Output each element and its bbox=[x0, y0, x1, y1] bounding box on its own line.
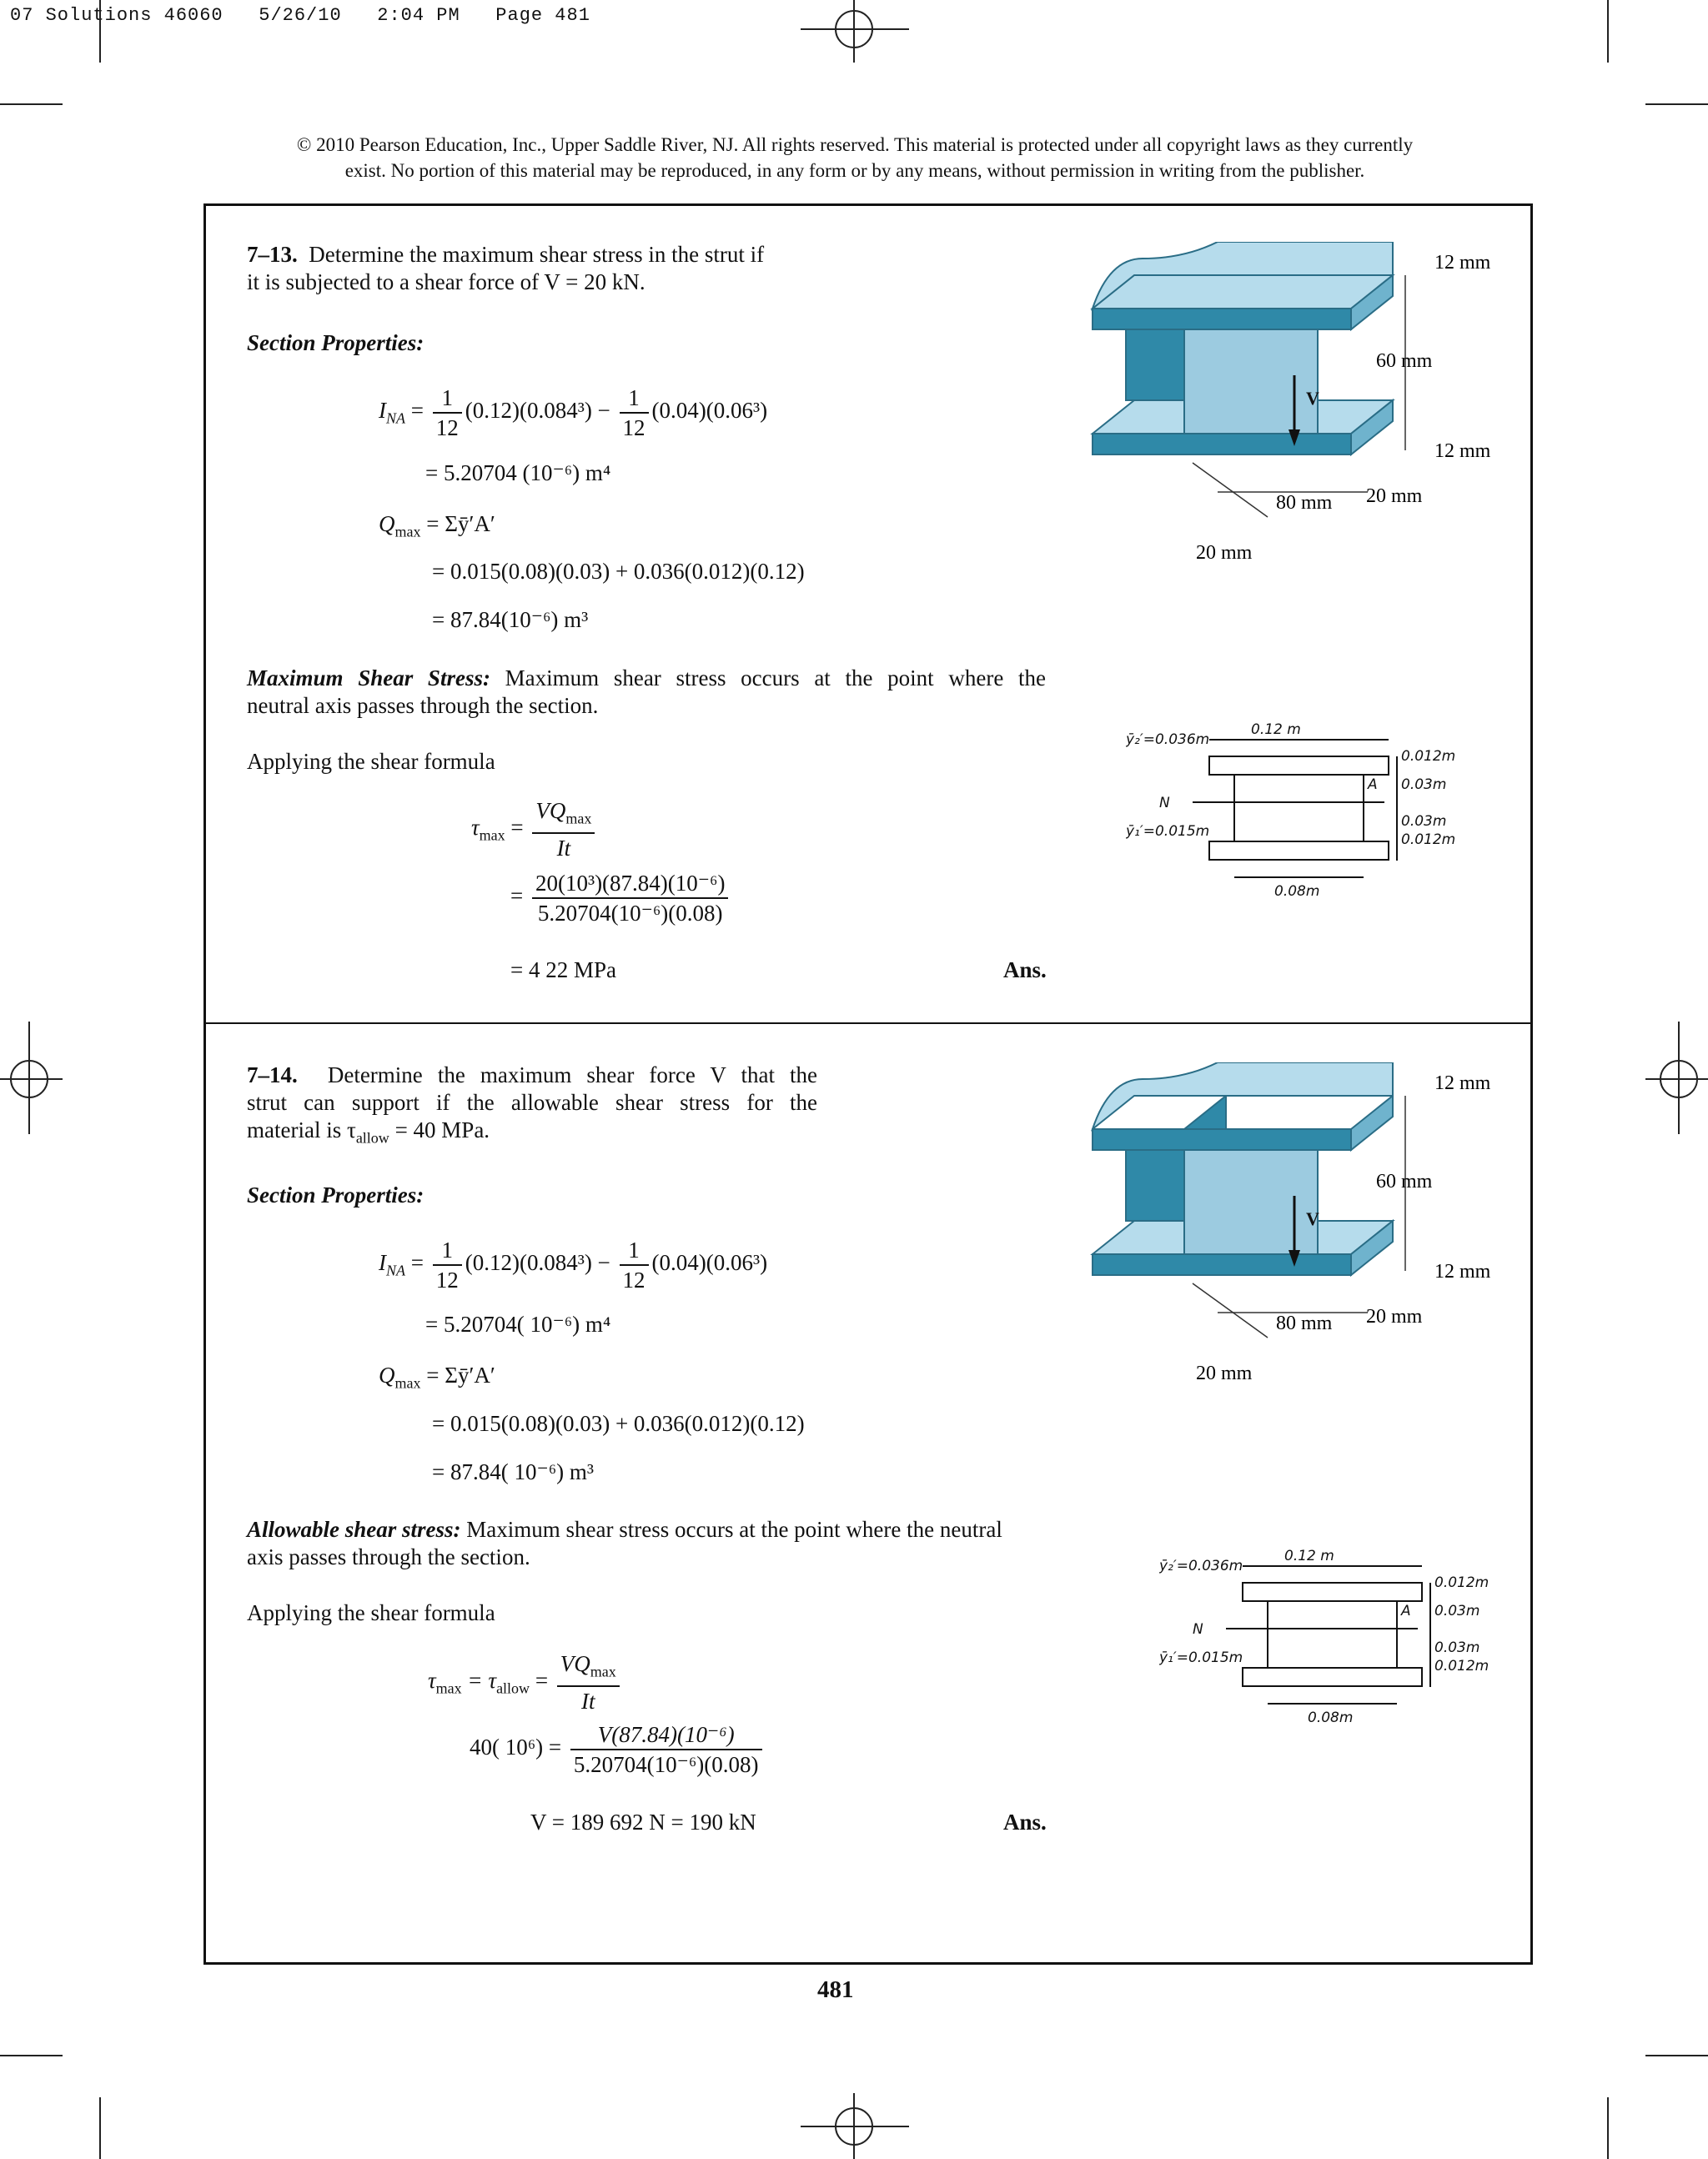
problem-14-number: 7–14. bbox=[247, 1062, 298, 1087]
substitution-fraction bbox=[532, 869, 728, 927]
formula-denominator: It bbox=[581, 1689, 595, 1715]
strut-drawing bbox=[1093, 1062, 1393, 1275]
fraction-one-twelfth: $\frac{1}{12}$ bbox=[433, 384, 462, 442]
dim-12mm-bottom: 12 mm bbox=[1434, 440, 1491, 462]
strut-drawing bbox=[1093, 242, 1393, 454]
problem-13-stress-paragraph bbox=[247, 665, 1046, 720]
fraction-one-twelfth: $\frac{1}{12}$ bbox=[620, 384, 649, 442]
dim-60mm: 60 mm bbox=[1376, 1171, 1433, 1192]
problem-13-result: = 4 22 MPa bbox=[510, 957, 616, 982]
problem-14-stress-text-1: Maximum shear stress occurs at the point where the neutral bbox=[460, 1517, 1002, 1542]
dim-12mm-top: 12 mm bbox=[1434, 252, 1491, 274]
sketch-t-top: 0.012m bbox=[1434, 1574, 1489, 1591]
tau-allow-symbol: = τ bbox=[467, 1667, 497, 1693]
problem-14-lhs: 40( 10⁶) bbox=[470, 1735, 544, 1760]
dim-80mm: 80 mm bbox=[1276, 1313, 1333, 1334]
problem-13-line-2: it is subjected to a shear force of V = 20 kN. bbox=[247, 269, 646, 294]
shear-formula-fraction bbox=[557, 1649, 620, 1715]
sketch-label-n: N bbox=[1193, 1621, 1203, 1638]
problem-14-line-3b: = 40 MPa. bbox=[389, 1117, 490, 1142]
problem-divider bbox=[203, 1022, 1533, 1024]
sketch-t-bottom: 0.012m bbox=[1434, 1658, 1489, 1674]
page-number: 481 bbox=[817, 1976, 854, 2003]
sketch-t-bottom: 0.012m bbox=[1401, 831, 1456, 848]
problem-13-section-heading: Section Properties: bbox=[247, 330, 424, 355]
sketch-h-lower: 0.03m bbox=[1401, 813, 1447, 830]
substitution-denominator: 5.20704(10⁻⁶)(0.08) bbox=[537, 901, 723, 926]
problem-13-line-1: Determine the maximum shear stress in the strut if bbox=[309, 242, 765, 267]
sketch-label-a: A bbox=[1368, 776, 1378, 793]
problem-13-number: 7–13. bbox=[247, 242, 298, 267]
sketch-h-upper: 0.03m bbox=[1434, 1603, 1480, 1619]
problem-14-section-heading: Section Properties: bbox=[247, 1182, 424, 1208]
fraction-one-twelfth: $\frac{1}{12}$ bbox=[620, 1236, 649, 1294]
problem-13-answer-label: Ans. bbox=[1003, 957, 1047, 982]
sketch-y2: ȳ₂′=0.036m bbox=[1159, 1558, 1243, 1574]
sketch-width-web: 0.08m bbox=[1274, 883, 1320, 900]
sketch-h-lower: 0.03m bbox=[1434, 1639, 1480, 1656]
formula-numerator-sub: max bbox=[565, 810, 592, 827]
cross-section-sketch-13 bbox=[1126, 719, 1476, 902]
problem-14-stress-paragraph bbox=[247, 1516, 1056, 1571]
problem-13-ina-equation: $I_{NA}$ = $\frac{1}{12}$ (0.12)(0.084³) − $\frac{1}{12}$ (0.04)(0.06³) bbox=[379, 385, 768, 440]
dim-12mm-top: 12 mm bbox=[1434, 1072, 1491, 1094]
q-definition: = Σȳ′A′ bbox=[426, 511, 495, 536]
dim-20mm-left: 20 mm bbox=[1196, 1363, 1253, 1384]
problem-13-q-line-3: = 87.84(10⁻⁶) m³ bbox=[432, 607, 589, 632]
sketch-t-top: 0.012m bbox=[1401, 748, 1456, 765]
problem-14-result: V = 189 692 N = 190 kN bbox=[530, 1810, 756, 1835]
problem-13-ina-result: = 5.20704 (10⁻⁶) m⁴ bbox=[425, 460, 611, 485]
problem-13-stress-text-1: Maximum shear stress occurs at the point where the bbox=[490, 665, 1046, 690]
ina-term-1: (0.12)(0.084³) − bbox=[465, 1250, 616, 1276]
substitution-fraction bbox=[570, 1720, 762, 1779]
dim-20mm-right: 20 mm bbox=[1366, 1306, 1423, 1328]
problem-13-statement bbox=[247, 241, 831, 296]
formula-denominator: It bbox=[556, 836, 571, 861]
ina-symbol: I bbox=[379, 1250, 386, 1276]
problem-14-shear-formula: $\tau_{max} = \tau_{allow}$ = $\frac{VQ_{max}}{It}$ bbox=[428, 1649, 623, 1715]
substitution-denominator: 5.20704(10⁻⁶)(0.08) bbox=[573, 1752, 759, 1777]
tau-symbol: τ bbox=[428, 1667, 436, 1693]
sketch-width-top: 0.12 m bbox=[1251, 721, 1301, 738]
substitution-numerator: 20(10³)(87.84)(10⁻⁶) bbox=[532, 869, 728, 899]
q-subscript: max bbox=[394, 523, 421, 540]
sketch-outline bbox=[1226, 1566, 1430, 1704]
dim-60mm: 60 mm bbox=[1376, 350, 1433, 372]
problem-14-ina-result: = 5.20704( 10⁻⁶) m⁴ bbox=[425, 1312, 611, 1337]
substitution-numerator: V(87.84)(10⁻⁶) bbox=[597, 1722, 735, 1747]
problem-14-q-line-3: = 87.84( 10⁻⁶) m³ bbox=[432, 1459, 594, 1484]
ina-term-1: (0.12)(0.084³) − bbox=[465, 398, 616, 424]
shear-formula-fraction bbox=[532, 796, 595, 862]
problem-13-q-equation bbox=[379, 511, 495, 540]
tau-symbol: τ bbox=[471, 814, 480, 840]
q-symbol: Q bbox=[379, 1363, 395, 1388]
problem-13-apply-text: Applying the shear formula bbox=[247, 749, 495, 774]
formula-numerator: VQ bbox=[535, 798, 566, 823]
sketch-h-upper: 0.03m bbox=[1401, 776, 1447, 793]
ina-term-2: (0.04)(0.06³) bbox=[651, 1250, 768, 1276]
ina-symbol: I bbox=[379, 398, 386, 424]
force-label: V bbox=[1306, 1208, 1319, 1229]
formula-numerator-sub: max bbox=[590, 1663, 616, 1680]
dim-80mm: 80 mm bbox=[1276, 492, 1333, 514]
ina-term-2: (0.04)(0.06³) bbox=[651, 398, 768, 424]
formula-numerator: VQ bbox=[560, 1651, 590, 1676]
problem-14-line-3: material is τ bbox=[247, 1117, 356, 1142]
problem-14-stress-heading: Allowable shear stress: bbox=[247, 1517, 461, 1542]
problem-13-substitution: = $\frac{\text{20(10³)(87.84)(10⁻⁶)}}{\text{5.20704(10⁻⁶)(0.08)}}$ bbox=[510, 869, 731, 927]
strut-figure-14 bbox=[1076, 1062, 1510, 1413]
sketch-outline bbox=[1193, 740, 1397, 877]
problem-13-stress-heading: Maximum Shear Stress: bbox=[247, 665, 490, 690]
sketch-label-n: N bbox=[1159, 795, 1170, 811]
sketch-width-web: 0.08m bbox=[1308, 1710, 1354, 1726]
print-slug: 07 Solutions 46060 5/26/10 2:04 PM Page 481 bbox=[10, 5, 590, 26]
problem-13-stress-text-2: neutral axis passes through the section. bbox=[247, 693, 599, 718]
fraction-one-twelfth: $\frac{1}{12}$ bbox=[433, 1236, 462, 1294]
sketch-y2: ȳ₂′=0.036m bbox=[1126, 731, 1210, 748]
problem-14-apply-text: Applying the shear formula bbox=[247, 1600, 495, 1625]
ina-subscript: NA bbox=[386, 1262, 406, 1279]
problem-13-shear-formula: $\tau_{max}$ = $\frac{VQ_{max}}{It}$ bbox=[471, 796, 598, 862]
tau-subscript: max bbox=[479, 826, 505, 844]
problem-14-substitution: 40( 10⁶) = $\frac{\text{V(87.84)(10⁻⁶)}}{\text{5.20704(10⁻⁶)(0.08)}}$ bbox=[470, 1720, 766, 1779]
problem-14-q-equation bbox=[379, 1363, 495, 1392]
tau-allow-subscript: allow bbox=[496, 1680, 530, 1697]
problem-14-stress-text-2: axis passes through the section. bbox=[247, 1544, 530, 1569]
sketch-y1: ȳ₁′=0.015m bbox=[1126, 823, 1210, 840]
problem-14-statement bbox=[247, 1062, 817, 1152]
sketch-label-a: A bbox=[1401, 1603, 1411, 1619]
copyright-line-1: © 2010 Pearson Education, Inc., Upper Saddle River, NJ. All rights reserved. This material is protected under all copyright laws as they currently bbox=[296, 134, 1414, 155]
problem-14-line-2: strut can support if the allowable shear stress for the bbox=[247, 1090, 817, 1115]
cross-section-sketch-14 bbox=[1159, 1545, 1510, 1729]
copyright-line-2: exist. No portion of this material may be reproduced, in any form or by any means, without permission in writing from the publisher. bbox=[344, 160, 1365, 181]
sketch-y1: ȳ₁′=0.015m bbox=[1159, 1649, 1243, 1666]
q-subscript: max bbox=[394, 1374, 421, 1392]
problem-14-tau-sub: allow bbox=[355, 1129, 389, 1147]
problem-14-ina-equation: $I_{NA}$ = $\frac{1}{12}$ (0.12)(0.084³) − $\frac{1}{12}$ (0.04)(0.06³) bbox=[379, 1238, 768, 1293]
q-symbol: Q bbox=[379, 511, 395, 536]
problem-13-q-line-2: = 0.015(0.08)(0.03) + 0.036(0.012)(0.12) bbox=[432, 559, 805, 584]
strut-figure-13 bbox=[1076, 242, 1510, 592]
copyright-notice bbox=[125, 132, 1585, 183]
dim-12mm-bottom: 12 mm bbox=[1434, 1261, 1491, 1283]
force-label: V bbox=[1306, 388, 1319, 409]
q-definition: = Σȳ′A′ bbox=[426, 1363, 495, 1388]
ina-subscript: NA bbox=[386, 409, 406, 427]
dim-20mm-right: 20 mm bbox=[1366, 485, 1423, 507]
sketch-width-top: 0.12 m bbox=[1284, 1548, 1334, 1564]
problem-14-answer-label: Ans. bbox=[1003, 1810, 1047, 1835]
problem-14-q-line-2: = 0.015(0.08)(0.03) + 0.036(0.012)(0.12) bbox=[432, 1411, 805, 1436]
problem-14-line-1: Determine the maximum shear force V that the bbox=[327, 1062, 817, 1087]
dim-20mm-left: 20 mm bbox=[1196, 542, 1253, 564]
tau-subscript: max bbox=[435, 1680, 462, 1697]
